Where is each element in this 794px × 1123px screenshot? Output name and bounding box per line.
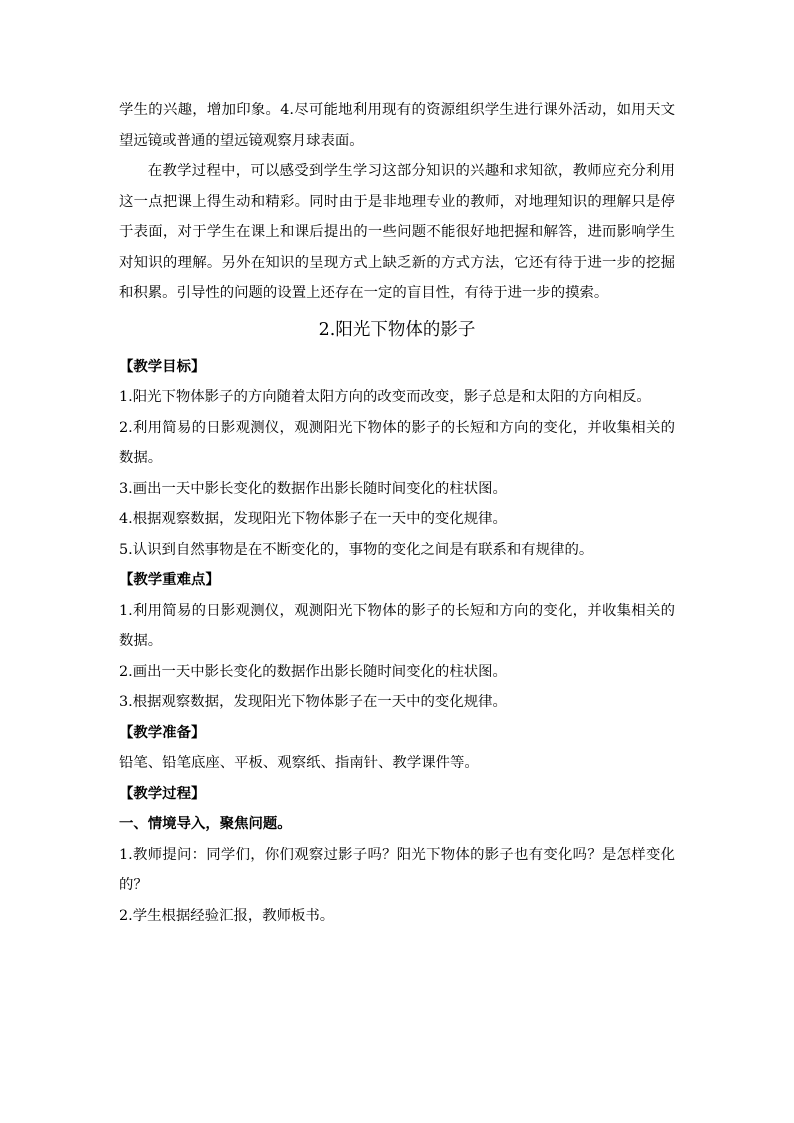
goal-item-3: 3.画出一天中影长变化的数据作出影长随时间变化的柱状图。 [119, 480, 507, 497]
document-page [119, 95, 675, 931]
process-heading: 【教学过程】 [119, 784, 206, 802]
key-points-heading: 【教学重难点】 [119, 571, 220, 588]
goals-heading: 【教学目标】 [119, 357, 206, 375]
preparation-heading: 【教学准备】 [119, 723, 206, 741]
goal-item-4: 4.根据观察数据，发现阳光下物体影子在一天中的变化规律。 [119, 511, 507, 527]
process-step-1-heading: 一、情境导入，聚焦问题。 [119, 815, 292, 832]
goal-item-2: 2.利用简易的日影观测仪，观测阳光下物体的影子的长短和方向的变化，并收集相关的数据。 [119, 419, 675, 466]
key-point-item-1: 1.利用简易的日影观测仪，观测阳光下物体的影子的长短和方向的变化，并收集相关的数据。 [119, 602, 675, 649]
lesson-title: 2.阳光下物体的影子 [318, 319, 476, 340]
goal-item-5: 5.认识到自然事物是在不断变化的，事物的变化之间是有联系和有规律的。 [119, 541, 594, 558]
key-point-item-3: 3.根据观察数据，发现阳光下物体影子在一天中的变化规律。 [119, 694, 507, 710]
goal-item-1: 1.阳光下物体影子的方向随着太阳方向的改变而改变，影子总是和太阳的方向相反。 [119, 389, 651, 405]
key-point-item-2: 2.画出一天中影长变化的数据作出影长随时间变化的柱状图。 [119, 663, 507, 680]
process-item-2: 2.学生根据经验汇报，教师板书。 [119, 907, 335, 924]
preparation-text: 铅笔、铅笔底座、平板、观察纸、指南针、教学课件等。 [119, 755, 479, 771]
process-item-1: 1.教师提问：同学们，你们观察过影子吗？阳光下物体的影子也有变化吗？是怎样变化的？ [119, 846, 675, 893]
intro-paragraph-2: 在教学过程中，可以感受到学生学习这部分知识的兴趣和求知欲，教师应充分利用这一点把课上得生动和精彩。同时由于是非地理专业的教师，对地理知识的理解只是停于表面，对于学生在课上和课后提出的一些问题不能很好地把握和解答，进而影响学生对知识的理解。另外在知识的呈现方式上缺乏新的方式方法，它还有待于进一步的挖掘和积累。引导性的问题的设置上还存在一定的盲目性，有待于进一步的摸索。 [119, 163, 675, 301]
intro-paragraph-1: 学生的兴趣，增加印象。4.尽可能地利用现有的资源组织学生进行课外活动，如用天文望远镜或普通的望远镜观察月球表面。 [119, 102, 675, 149]
